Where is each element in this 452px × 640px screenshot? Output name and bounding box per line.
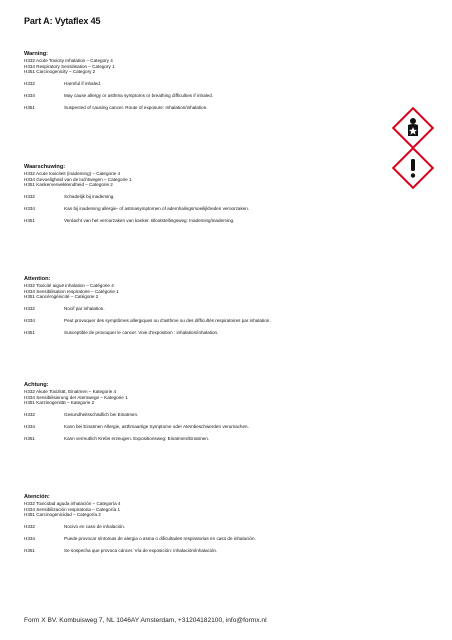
hazard-code: H334 bbox=[24, 423, 35, 429]
hazard-section bbox=[24, 494, 424, 560]
classification-line: H351 Cancérogénicité – Catégorie 2 bbox=[24, 294, 99, 300]
hazard-text: Kan bij inademing allergie- of astmasymptomen of ademhalingsmoeilijkheden veroorzaken. bbox=[64, 205, 250, 211]
classification-line: H351 Carcinogenicity – Category 2 bbox=[24, 69, 96, 75]
footer-contact: Form X BV. Kombuisweg 7, NL 1046AY Amsterdam, +31204182100, info@formx.nl bbox=[24, 617, 267, 624]
exclamation-mark-icon bbox=[400, 155, 426, 181]
hazard-statement-row bbox=[24, 306, 424, 312]
hazard-text: Nocivo en caso de inhalación. bbox=[64, 523, 126, 529]
hazard-statement-row bbox=[24, 524, 424, 530]
hazard-text: Verdacht van het veroorzaken van kanker. Blootstellingsweg: Inademing/inademing. bbox=[64, 217, 235, 223]
hazard-statement-row bbox=[24, 81, 424, 87]
classification-line: H332 Toxicité aiguë inhalation – Catégorie 4 bbox=[24, 283, 114, 288]
hazard-text: Kann bei Einatmen Allergie, asthmaartige Symptome oder Atembeschwerden verursachen. bbox=[64, 423, 249, 429]
classification-line: H334 Sensibilisierung der Atemwege – Kategorie 1 bbox=[24, 394, 128, 400]
section-heading: Waarschuwing: bbox=[24, 164, 66, 170]
hazard-statement-row bbox=[24, 105, 424, 111]
classification-line: H351 Karzinogenität – Kategorie 2 bbox=[24, 400, 95, 406]
hazard-statement-list bbox=[24, 524, 424, 554]
classification-line: H332 Acute toxiciteit (inademing) – Categorie 4 bbox=[24, 171, 121, 176]
classification-line: H351 Carcinogenicidad – Categoría 2 bbox=[24, 512, 101, 518]
hazard-statement-row bbox=[24, 218, 424, 224]
hazard-statement-row bbox=[24, 412, 424, 418]
hazard-code: H332 bbox=[24, 523, 35, 529]
hazard-code: H351 bbox=[24, 329, 35, 335]
section-heading: Warning: bbox=[24, 51, 49, 57]
hazard-statement-list bbox=[24, 306, 424, 336]
hazard-code: H351 bbox=[24, 435, 35, 441]
hazard-section bbox=[24, 164, 424, 230]
hazard-statement-row bbox=[24, 206, 424, 212]
hazard-code: H332 bbox=[24, 305, 35, 311]
classification-line: H334 Gevoeligheid van de luchtwegen – Categorie 1 bbox=[24, 176, 132, 182]
hazard-text: Peut provoquer des symptômes allergiques ou d'asthme ou des difficultés respiratoires par inhalation. bbox=[64, 317, 271, 323]
hazard-code: H332 bbox=[24, 80, 35, 86]
hazard-code: H334 bbox=[24, 535, 35, 541]
hazard-text: Puede provocar síntomas de alergia o asma o dificultades respiratorias en caso de inhalación. bbox=[64, 535, 256, 541]
hazard-section bbox=[24, 382, 424, 448]
hazard-statement-row bbox=[24, 330, 424, 336]
hazard-code: H332 bbox=[24, 193, 35, 199]
hazard-code: H332 bbox=[24, 411, 35, 417]
hazard-section bbox=[24, 51, 424, 117]
classification-line: H332 Akute Toxizität, Einatmen – Kategorie 4 bbox=[24, 389, 117, 394]
hazard-statement-row bbox=[24, 536, 424, 542]
hazard-text: Se sospecha que provoca cáncer. Vía de exposición: inhalación/inhalación. bbox=[64, 547, 218, 553]
hazard-statement-row bbox=[24, 424, 424, 430]
hazard-statement-list bbox=[24, 81, 424, 111]
hazard-statement-list bbox=[24, 194, 424, 224]
hazard-code: H334 bbox=[24, 317, 35, 323]
hazard-statement-row bbox=[24, 436, 424, 442]
hazard-code: H351 bbox=[24, 104, 35, 110]
hazard-text: Susceptible de provoquer le cancer. Voie d'exposition : inhalation/inhalation. bbox=[64, 329, 219, 335]
section-heading: Atención: bbox=[24, 494, 50, 500]
hazard-statement-row bbox=[24, 548, 424, 554]
hazard-text: Harmful if inhaled. bbox=[64, 80, 102, 86]
document-title: Part A: Vytaflex 45 bbox=[24, 16, 101, 26]
classification-line: H351 Kankerverwekkendheid – Categorie 2 bbox=[24, 182, 113, 188]
hazard-section bbox=[24, 276, 424, 342]
hazard-text: Kann vermutlich Krebs erzeugen. Expositionsweg: Einatmen/Einatmen. bbox=[64, 435, 210, 441]
hazard-text: Nocif par inhalation. bbox=[64, 305, 105, 311]
hazard-statement-row bbox=[24, 93, 424, 99]
hazard-code: H351 bbox=[24, 217, 35, 223]
hazard-statement-row bbox=[24, 318, 424, 324]
hazard-code: H334 bbox=[24, 205, 35, 211]
hazard-text: May cause allergy or asthma symptoms or breathing difficulties if inhaled. bbox=[64, 92, 214, 98]
health-hazard-icon bbox=[400, 115, 426, 141]
classification-line: H332 Toxicidad aguda inhalación – Categoría 4 bbox=[24, 501, 121, 506]
section-heading: Achtung: bbox=[24, 382, 49, 388]
classification-line: H332 Acute Toxicity Inhalation – Category 4 bbox=[24, 58, 113, 63]
hazard-text: Suspected of causing cancer. Route of exposure: Inhalation/inhalation. bbox=[64, 104, 208, 110]
classification-line: H334 Respiratory Sensitisation – Category 1 bbox=[24, 63, 115, 69]
hazard-code: H351 bbox=[24, 547, 35, 553]
section-heading: Attention: bbox=[24, 276, 51, 282]
hazard-code: H334 bbox=[24, 92, 35, 98]
hazard-text: Schadelijk bij inademing. bbox=[64, 193, 115, 199]
hazard-text: Gesundheitsschädlich bei Einatmen. bbox=[64, 411, 139, 417]
hazard-statement-list bbox=[24, 412, 424, 442]
hazard-statement-row bbox=[24, 194, 424, 200]
classification-line: H334 Sensibilisation respiratoire – Catégorie 1 bbox=[24, 288, 119, 294]
classification-line: H334 Sensibilización respiratoria – Categoría 1 bbox=[24, 506, 121, 512]
